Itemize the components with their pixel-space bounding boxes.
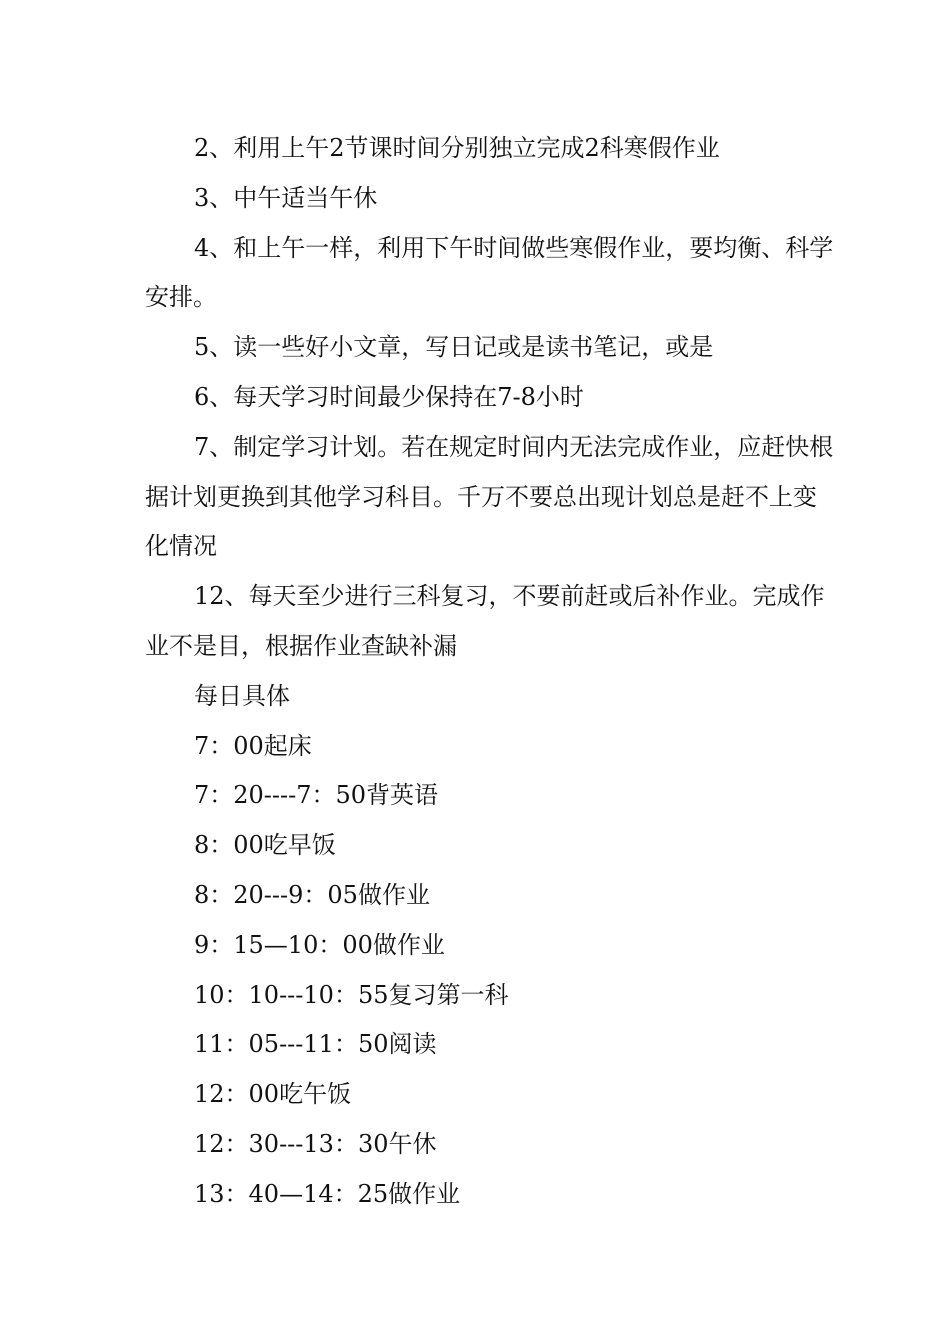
paragraph-7: 12、每天至少进行三科复习，不要前赶或后补作业。完成作业不是目，根据作业查缺补漏 — [145, 582, 825, 660]
schedule-item: 7：00起床 — [194, 731, 312, 760]
schedule-item: 8：00吃早饭 — [194, 831, 336, 860]
schedule-item: 8：20---9：05做作业 — [194, 880, 430, 909]
schedule-item: 9：15—10：00做作业 — [194, 930, 445, 959]
schedule-heading: 每日具体 — [194, 681, 290, 710]
paragraph-3: 4、和上午一样，利用下午时间做些寒假作业，要均衡、科学安排。 — [145, 233, 834, 312]
paragraph-2: 3、中午适当午休 — [194, 183, 378, 212]
document-body — [145, 124, 835, 1220]
schedule-item: 7：20----7：50背英语 — [194, 781, 439, 810]
paragraph-5: 6、每天学习时间最少保持在7-8小时 — [194, 382, 584, 411]
paragraph-1: 2、利用上午2节课时间分别独立完成2科寒假作业 — [194, 134, 720, 162]
paragraph-6: 7、制定学习计划。若在规定时间内无法完成作业，应赶快根据计划更换到其他学习科目。千万不要总出现计划总是赶不上变化情况 — [145, 432, 834, 561]
paragraph-4: 5、读一些好小文章，写日记或是读书笔记，或是 — [194, 333, 714, 362]
schedule-item: 13：40—14：25做作业 — [194, 1179, 461, 1208]
schedule-item: 12：30---13：30午休 — [194, 1129, 437, 1158]
schedule-item: 10：10---10：55复习第一科 — [194, 980, 509, 1009]
schedule-item: 12：00吃午饭 — [194, 1080, 352, 1109]
schedule-item: 11：05---11：50阅读 — [194, 1030, 437, 1059]
